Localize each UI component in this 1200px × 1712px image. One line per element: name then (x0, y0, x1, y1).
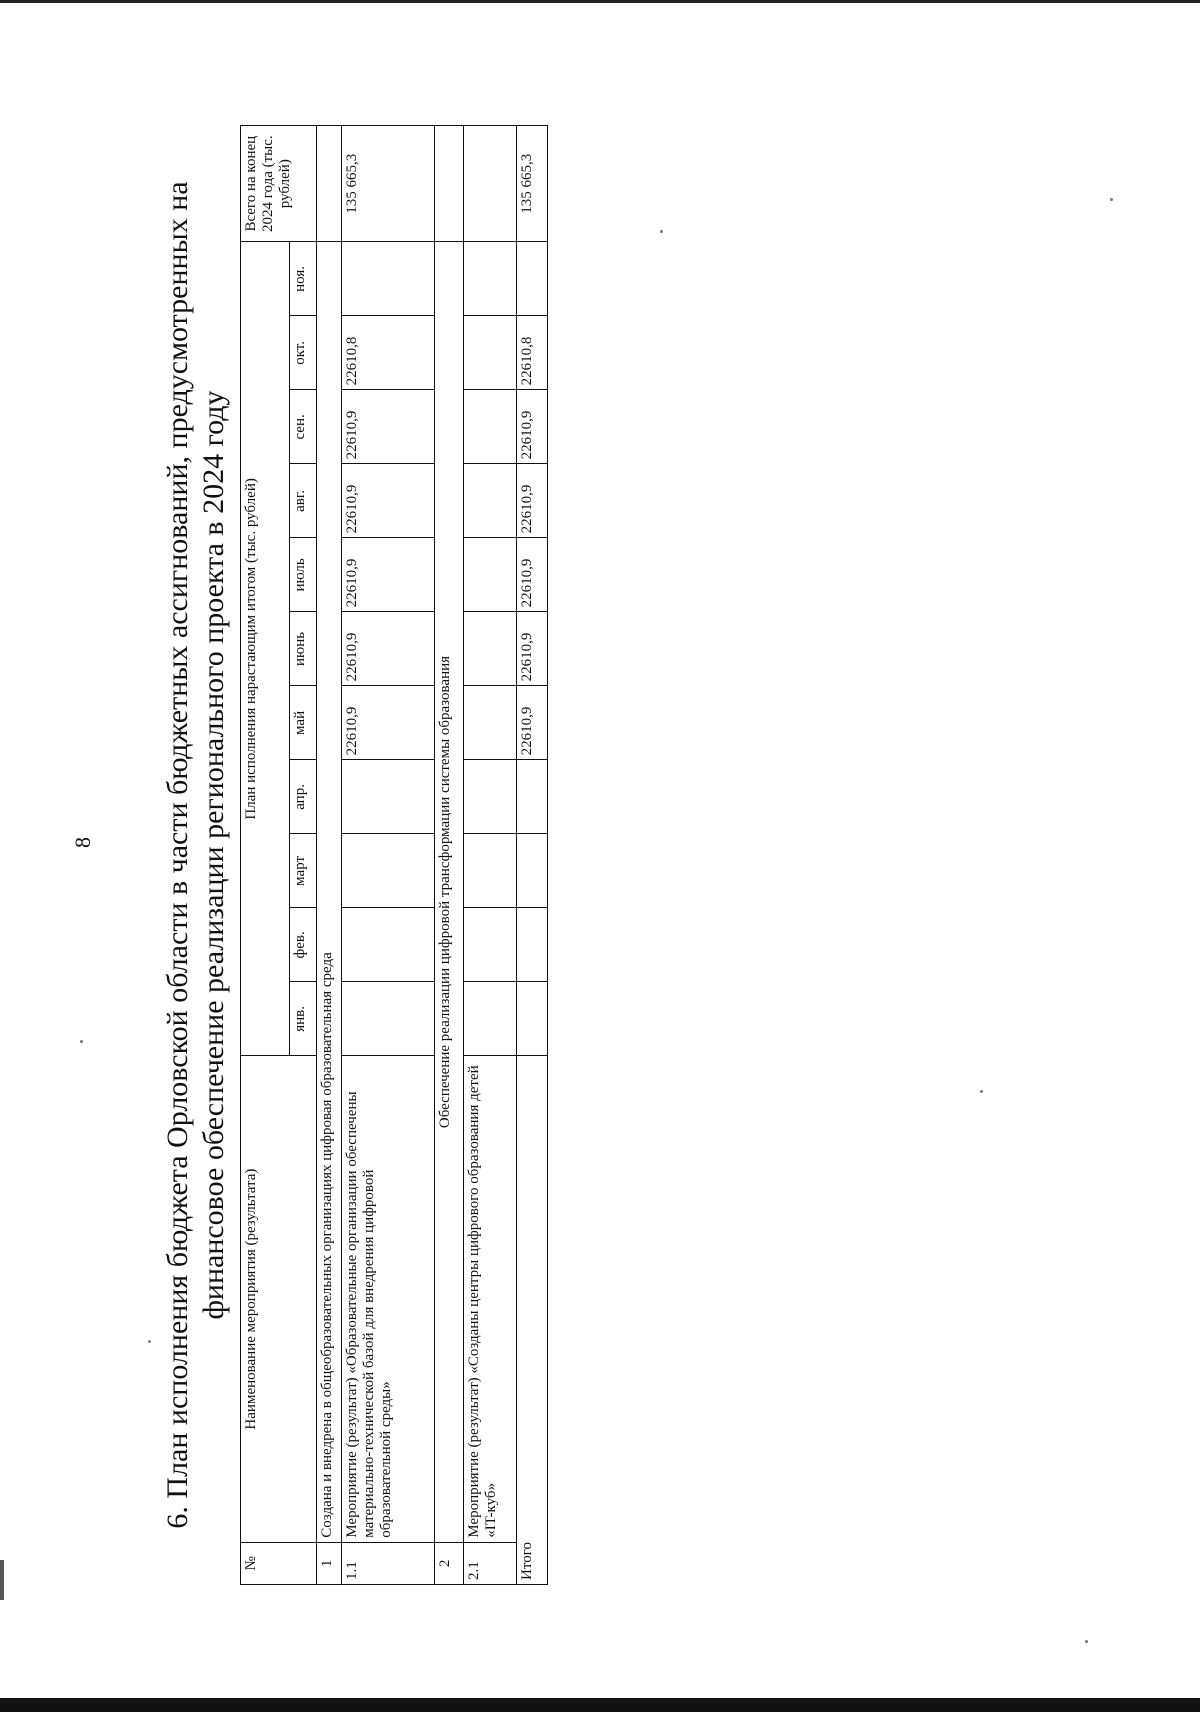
page-number: 8 (70, 837, 95, 848)
table-header-row (241, 126, 290, 1585)
summary-value (517, 834, 548, 908)
header-month: июнь (290, 612, 317, 686)
budget-plan-table (240, 125, 548, 1585)
item-num: 2.1 (464, 1542, 517, 1584)
item-total: 135 665,3 (342, 126, 435, 242)
item-value: 22610,9 (342, 686, 435, 760)
summary-label: Итого (517, 1056, 548, 1585)
item-value: 22610,9 (342, 538, 435, 612)
item-value (464, 834, 517, 908)
item-value: 22610,9 (342, 464, 435, 538)
header-month: авг. (290, 464, 317, 538)
scan-speck (660, 230, 663, 233)
item-num: 1.1 (342, 1542, 435, 1584)
summary-value: 22610,9 (517, 686, 548, 760)
header-name: Наименование мероприятия (результата) (241, 1056, 317, 1542)
summary-value: 22610,8 (517, 316, 548, 390)
section-title: Обеспечение реализации цифровой трансформации системы образования (435, 242, 464, 1542)
header-month: фев. (290, 908, 317, 982)
item-name: Мероприятие (результат) «Созданы центры цифрового образования детей «IT-куб» (464, 1056, 517, 1542)
item-value (464, 908, 517, 982)
item-value (464, 538, 517, 612)
item-value (342, 760, 435, 834)
header-month: июль (290, 538, 317, 612)
scan-speck (148, 1340, 151, 1343)
section-num: 2 (435, 1542, 464, 1584)
item-value: 22610,9 (342, 612, 435, 686)
summary-total: 135 665,3 (517, 126, 548, 242)
item-value (464, 316, 517, 390)
item-value: 22610,9 (342, 390, 435, 464)
item-value (464, 464, 517, 538)
header-num: № (241, 1542, 317, 1584)
header-month: янв. (290, 982, 317, 1056)
summary-value (517, 760, 548, 834)
table-row (464, 126, 517, 1585)
item-value (342, 908, 435, 982)
rotated-page-content (160, 125, 600, 1585)
header-month: окт. (290, 316, 317, 390)
item-name: Мероприятие (результат) «Образовательные организации обеспечены материально-технической базой для внедрения цифровой образовательной среды» (342, 1056, 435, 1542)
summary-value (517, 908, 548, 982)
header-month: ноя. (290, 242, 317, 316)
section-row (435, 126, 464, 1585)
item-value (464, 242, 517, 316)
scan-speck (80, 1040, 83, 1043)
summary-value (517, 242, 548, 316)
item-value (464, 760, 517, 834)
summary-value: 22610,9 (517, 538, 548, 612)
section-row (317, 126, 342, 1585)
item-value (464, 612, 517, 686)
summary-value: 22610,9 (517, 464, 548, 538)
section-num: 1 (317, 1542, 342, 1584)
header-month: сен. (290, 390, 317, 464)
item-value (342, 242, 435, 316)
header-total: Всего на конец 2024 года (тыс. рублей) (241, 126, 317, 242)
scan-bottom-edge (0, 1698, 1200, 1712)
section-total (317, 126, 342, 242)
section-total (435, 126, 464, 242)
item-value (342, 834, 435, 908)
summary-value: 22610,9 (517, 390, 548, 464)
header-month: апр. (290, 760, 317, 834)
item-value (464, 390, 517, 464)
table-row (342, 126, 435, 1585)
header-month: март (290, 834, 317, 908)
item-value: 22610,8 (342, 316, 435, 390)
scan-left-mark (0, 1560, 4, 1600)
item-value (342, 982, 435, 1056)
section-title: Создана и внедрена в общеобразовательных организациях цифровая образовательная среда (317, 242, 342, 1542)
header-month: май (290, 686, 317, 760)
summary-value (517, 982, 548, 1056)
item-total (464, 126, 517, 242)
scan-speck (980, 1090, 983, 1093)
page-title: 6. План исполнения бюджета Орловской области в части бюджетных ассигнований, предусмотренных на финансовое обеспечение реализации регионального проекта в 2024 году (161, 181, 230, 1529)
header-plan: План исполнения нарастающим итогом (тыс. рублей) (241, 242, 290, 1056)
summary-row (517, 126, 548, 1585)
item-value (464, 982, 517, 1056)
scan-speck (1110, 198, 1113, 201)
item-value (464, 686, 517, 760)
scan-speck (1085, 1640, 1088, 1643)
summary-value: 22610,9 (517, 612, 548, 686)
scan-top-edge (0, 0, 1200, 3)
